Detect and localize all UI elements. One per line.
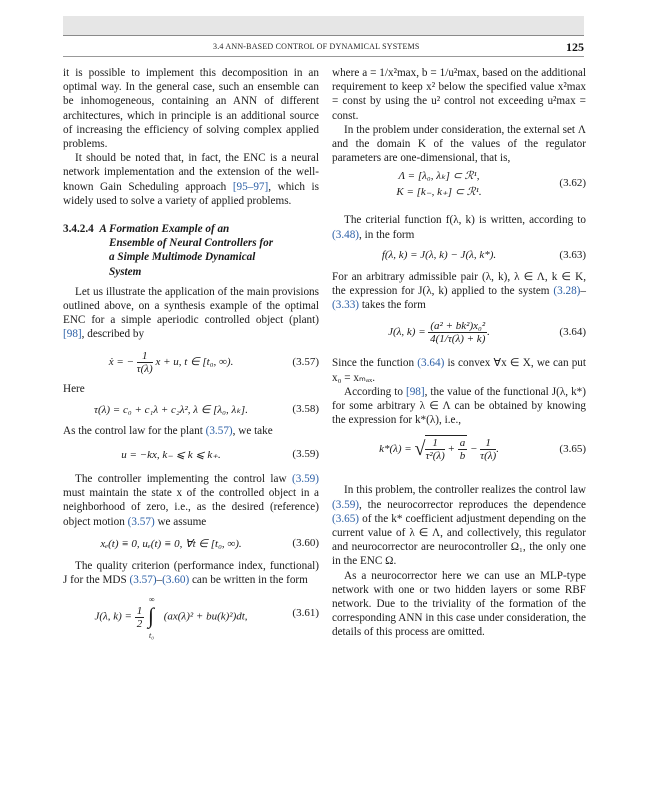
equation-number: (3.65) — [559, 443, 586, 456]
paragraph: As a neurocorrector here we can use an MLP-type network with one or two hidden layers or some RBF network. Due to the triviality of the formation of the corresponding ANN in this case under consideration, the details of this process are omitted. — [332, 569, 586, 639]
paragraph: Here — [63, 382, 85, 395]
paragraph: In the problem under consideration, the external set Λ and the domain K of the values of the regulator parameters are one-dimensional, that is, — [332, 123, 586, 165]
paragraph: It should be noted that, in fact, the ENC is a neural network implementation and the extension of the well-known Gain Scheduling approach [95–97], which is widely used to solve a variety of applied problems. — [63, 152, 319, 207]
paragraph: Since the function (3.64) is convex ∀x ∈ X, we can put x₀ = xₘₐₓ. — [332, 357, 586, 384]
citation-link[interactable]: (3.60) — [162, 574, 190, 587]
equation-3-57: ẋ = − $\frac{1}{\tau(\lambda)}$ x + u, t ∈ [t₀, ∞). (3.57) — [108, 349, 319, 375]
citation-link[interactable]: (3.65) — [332, 512, 360, 525]
equation-3-60: xₑ(t) ≡ 0, uₑ(t) ≡ 0, ∀t ∈ [t₀, ∞). (3.60) — [100, 536, 319, 550]
paragraph: The criterial function f(λ, k) is written, according to (3.48), in the form — [332, 214, 586, 241]
citation-link[interactable]: (3.33) — [332, 299, 360, 312]
citation-link[interactable]: (3.59) — [291, 473, 319, 486]
citation-link[interactable]: [98] — [405, 385, 425, 398]
paragraph: it is possible to implement this decomposition in an optimal way. In the general case, such an ensemble can be inhomogeneous, containing an ANN of different architectures, which in principle is an additional source of increasing the efficiency of solving complex applied problems. — [63, 67, 319, 151]
equation-3-62: Λ = [λ₀, λₖ] ⊂ ℛ¹, K = [k₋, k₊] ⊂ ℛ¹. (3.62) — [396, 170, 586, 199]
equation-number: (3.61) — [292, 607, 319, 620]
equation-number: (3.63) — [559, 248, 586, 261]
paragraph: In this problem, the controller realizes the control law (3.59), the neurocorrector reproduces the dependence (3.65) of the k* coefficient adjustment depending on the current value of λ ∈ Λ, and collectively, this regulator and neurocorrector are neurocontroller Ω₁, the only one in the ENC Ω. — [332, 484, 586, 568]
equation-number: (3.59) — [292, 448, 319, 461]
citation-link[interactable]: (3.57) — [129, 574, 157, 587]
running-head — [63, 40, 584, 57]
paragraph: According to [98], the value of the functional J(λ, k*) for some arbitrary λ ∈ Λ can be obtained by knowing the expression for k*(λ), i.e., — [332, 385, 587, 427]
citation-link[interactable]: (3.57) — [205, 424, 233, 437]
paragraph: The controller implementing the control law (3.59) must maintain the state x of the controlled object in a neighborhood of zero, i.e., as the desired (reference) object motion (3.57) we assume — [63, 473, 319, 528]
equation-number: (3.60) — [292, 536, 319, 549]
section-title-line: System — [109, 265, 142, 278]
section-heading — [63, 222, 319, 279]
equation-3-63: f(λ, k) = J(λ, k) − J(λ, k*). (3.63) — [381, 248, 586, 261]
paragraph: The quality criterion (performance index, functional) J for the MDS (3.57)–(3.60) can be written in the form — [63, 559, 319, 587]
equation-number: (3.58) — [292, 402, 319, 415]
running-title: 3.4 ANN-BASED CONTROL OF DYNAMICAL SYSTEMS — [213, 42, 420, 51]
equation-3-65: k*(λ) = √ $\frac{1}{\text{τ²(λ)}}$ + $\frac{a}{b}$ − $\frac{1}{\tau(\lambda)}$ . (3.65) — [379, 437, 586, 463]
paragraph: Let us illustrate the application of the main provisions outlined above, on a synthesis example of the optimal ENC for a simple aperiodic controlled object (plant) [98], described by — [63, 285, 319, 341]
paragraph: As the control law for the plant (3.57), we take — [63, 424, 273, 437]
citation-link[interactable]: [95–97] — [232, 180, 269, 193]
equation-3-61: J(λ, k) = $\frac{1}{2}$ ∞ ∫ t₀ (ax(λ)² + bu(k)²)dt, (3.61) — [94, 595, 319, 641]
citation-link[interactable]: [98] — [63, 328, 82, 341]
section-title-line: Ensemble of Neural Controllers for — [109, 237, 274, 250]
page-header-bar — [63, 16, 584, 36]
equation-number: (3.64) — [559, 326, 586, 339]
equation-3-58: τ(λ) = c₀ + c₁λ + c₂λ², λ ∈ [λ₀, λₖ]. (3.58) — [94, 402, 319, 416]
equation-number: (3.62) — [559, 177, 586, 190]
equation-3-59: u = −kx, k₋ ⩽ k ⩽ k₊. (3.59) — [121, 448, 319, 462]
section-number: 3.4.2.4 — [63, 223, 94, 236]
equation-3-64: J(λ, k) = $\frac{\text{(a² + bk²)x₀²}}{4(1/\tau(\lambda) + k)}$ . (3.64) — [388, 320, 586, 346]
equation-number: (3.57) — [292, 355, 319, 368]
right-column — [332, 66, 586, 640]
page-number: 125 — [566, 40, 584, 54]
section-title-line: A Formation Example of an — [99, 223, 230, 236]
citation-link[interactable]: (3.28) — [553, 285, 581, 298]
citation-link[interactable]: (3.59) — [332, 498, 360, 511]
citation-link[interactable]: (3.64) — [417, 357, 445, 370]
paragraph: For an arbitrary admissible pair (λ, k), λ ∈ Λ, k ∈ K, the expression for J(λ, k) applied to the system (3.28)–(3.33) takes the form — [332, 270, 586, 312]
section-title-line: a Simple Multimode Dynamical — [109, 251, 256, 264]
left-column — [63, 66, 319, 643]
paragraph: where a = 1/x²max, b = 1/u²max, based on the additional requirement to keep x² below the specified value x²max = const by using the u² control not exceeding u²max = const. — [332, 67, 586, 122]
citation-link[interactable]: (3.57) — [127, 515, 155, 528]
citation-link[interactable]: (3.48) — [332, 228, 360, 241]
